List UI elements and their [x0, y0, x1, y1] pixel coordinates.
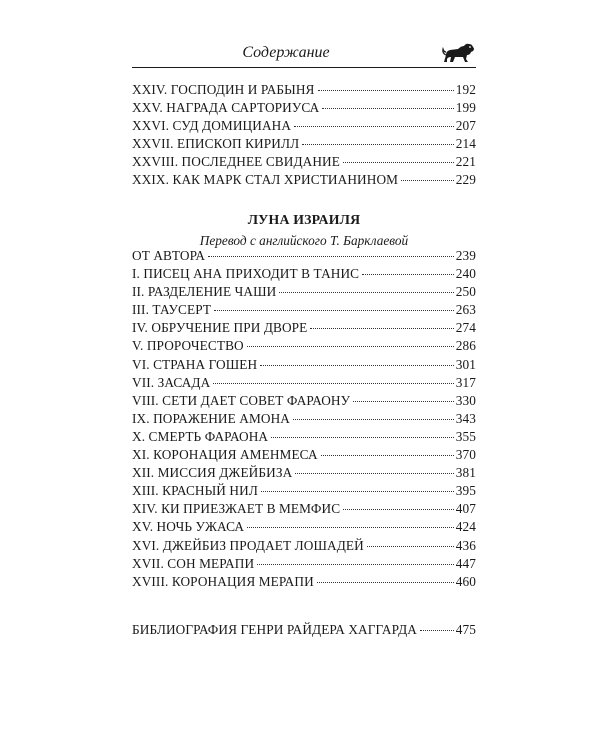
header-rule: [132, 67, 476, 68]
toc-entry-page: 460: [455, 573, 476, 589]
toc-entry-page: 343: [455, 410, 476, 426]
toc-entry-title: XII. МИССИЯ ДЖЕЙБИЗА: [132, 465, 293, 481]
header-title: Содержание: [242, 44, 330, 61]
toc-entry[interactable]: [132, 411, 476, 429]
toc-entry[interactable]: [132, 154, 476, 172]
dot-leader: [260, 365, 454, 366]
toc-entry-page: 447: [455, 555, 476, 571]
toc-entry-page: 370: [455, 447, 476, 463]
toc-entry-page: 263: [455, 302, 476, 318]
toc-entry-bibliography[interactable]: [132, 622, 476, 640]
dot-leader: [247, 346, 454, 347]
toc-entry[interactable]: [132, 447, 476, 465]
toc-entry[interactable]: [132, 266, 476, 284]
dot-leader: [295, 473, 453, 474]
dot-leader: [317, 582, 454, 583]
toc-entry-title: XXIX. КАК МАРК СТАЛ ХРИСТИАНИНОМ: [132, 172, 399, 188]
toc-entry-page: 301: [455, 356, 476, 372]
toc-entry[interactable]: [132, 483, 476, 501]
toc-entry-page: 221: [455, 154, 476, 170]
lion-icon: [440, 40, 476, 66]
dot-leader: [271, 437, 454, 438]
toc-entry-page: 355: [455, 428, 476, 444]
toc-entry-page: 192: [455, 82, 476, 97]
dot-leader: [302, 144, 454, 145]
dot-leader: [279, 292, 453, 293]
toc-entry-page: 436: [455, 537, 476, 553]
toc-list-part2: [132, 248, 476, 592]
toc-entry-title: IV. ОБРУЧЕНИЕ ПРИ ДВОРЕ: [132, 320, 308, 336]
dot-leader: [261, 491, 454, 492]
toc-entry-title: III. ТАУСЕРТ: [132, 302, 212, 318]
toc-entry-page: 424: [455, 519, 476, 535]
toc-entry-page: 250: [455, 284, 476, 300]
toc-entry[interactable]: [132, 172, 476, 190]
toc-entry-title: XIV. КИ ПРИЕЗЖАЕТ В МЕМФИС: [132, 501, 341, 517]
dot-leader: [353, 401, 454, 402]
toc-entry[interactable]: [132, 284, 476, 302]
toc-entry-page: 381: [455, 465, 476, 481]
dot-leader: [367, 546, 454, 547]
toc-entry-title: XXIV. ГОСПОДИН И РАБЫНЯ: [132, 82, 315, 97]
dot-leader: [343, 162, 454, 163]
toc-entry-page: 199: [455, 100, 476, 116]
dot-leader: [293, 419, 454, 420]
toc-entry[interactable]: [132, 338, 476, 356]
dot-leader: [401, 180, 454, 181]
page-header: [132, 38, 476, 74]
toc-entry-title: VIII. СЕТИ ДАЕТ СОВЕТ ФАРАОНУ: [132, 392, 351, 408]
toc-entry-page: 286: [455, 338, 476, 354]
dot-leader: [362, 274, 454, 275]
toc-entry-title: XXV. НАГРАДА САРТОРИУСА: [132, 100, 320, 116]
toc-entry-page: 330: [455, 392, 476, 408]
toc-entry-title: XVIII. КОРОНАЦИЯ МЕРАПИ: [132, 573, 314, 589]
toc-entry-page: 207: [455, 118, 476, 134]
toc-entry-title: X. СМЕРТЬ ФАРАОНА: [132, 428, 269, 444]
section-subtitle: Перевод с английского Т. Барклаевой: [199, 233, 409, 248]
dot-leader: [208, 256, 454, 257]
toc-entry[interactable]: [132, 556, 476, 574]
toc-entry[interactable]: [132, 465, 476, 483]
toc-entry-page: 229: [455, 172, 476, 188]
toc-entry-title: ОТ АВТОРА: [132, 248, 206, 263]
toc-entry[interactable]: [132, 357, 476, 375]
dot-leader: [420, 630, 454, 631]
dot-leader: [321, 455, 454, 456]
toc-entry-title: V. ПРОРОЧЕСТВО: [132, 338, 244, 354]
toc-entry-title: IX. ПОРАЖЕНИЕ АМОНА: [132, 410, 291, 426]
toc-entry-title: VII. ЗАСАДА: [132, 374, 211, 390]
dot-leader: [294, 126, 454, 127]
section-heading: [132, 212, 476, 249]
toc-entry-title: I. ПИСЕЦ АНА ПРИХОДИТ В ТАНИС: [132, 266, 360, 282]
toc-entry-page: 240: [455, 266, 476, 282]
toc-entry[interactable]: [132, 574, 476, 592]
toc-entry-page: 214: [455, 136, 476, 152]
toc-entry-title: XXVI. СУД ДОМИЦИАНА: [132, 118, 292, 134]
toc-entry[interactable]: [132, 118, 476, 136]
dot-leader: [214, 310, 454, 311]
toc-entry[interactable]: [132, 100, 476, 118]
dot-leader: [322, 108, 453, 109]
toc-entry-title: XXVIII. ПОСЛЕДНЕЕ СВИДАНИЕ: [132, 154, 340, 170]
toc-entry-page: 317: [455, 374, 476, 390]
toc-entry[interactable]: [132, 393, 476, 411]
toc-entry[interactable]: [132, 429, 476, 447]
toc-entry[interactable]: [132, 320, 476, 338]
toc-entry-title: XVI. ДЖЕЙБИЗ ПРОДАЕТ ЛОШАДЕЙ: [132, 537, 364, 553]
toc-entry-page: 407: [455, 501, 476, 517]
toc-entry[interactable]: [132, 501, 476, 519]
toc-entry-page: 274: [455, 320, 476, 336]
toc-entry-title: XVII. СОН МЕРАПИ: [132, 555, 255, 571]
toc-entry-page: 475: [455, 622, 476, 637]
toc-list-part1: [132, 82, 476, 191]
section-title: ЛУНА ИЗРАИЛЯ: [247, 212, 361, 227]
toc-entry-page: 395: [455, 483, 476, 499]
toc-entry[interactable]: [132, 302, 476, 320]
toc-entry-title: II. РАЗДЕЛЕНИЕ ЧАШИ: [132, 284, 277, 300]
dot-leader: [213, 383, 453, 384]
dot-leader: [310, 328, 453, 329]
toc-entry[interactable]: [132, 519, 476, 537]
toc-entry-title: XI. КОРОНАЦИЯ АМЕНМЕСА: [132, 447, 318, 463]
toc-entry-page: 239: [455, 248, 476, 263]
bibliography: [132, 622, 476, 640]
toc-entry-title: XIII. КРАСНЫЙ НИЛ: [132, 483, 258, 499]
dot-leader: [343, 509, 454, 510]
toc-entry[interactable]: [132, 538, 476, 556]
toc-entry[interactable]: [132, 136, 476, 154]
toc-entry[interactable]: [132, 248, 476, 266]
toc-entry-title: VI. СТРАНА ГОШЕН: [132, 356, 258, 372]
toc-entry[interactable]: [132, 375, 476, 393]
toc-entry-title: XXVII. ЕПИСКОП КИРИЛЛ: [132, 136, 300, 152]
toc-entry-title: БИБЛИОГРАФИЯ ГЕНРИ РАЙДЕРА ХАГГАРДА: [132, 622, 417, 637]
toc-entry[interactable]: [132, 82, 476, 100]
dot-leader: [257, 564, 454, 565]
dot-leader: [318, 90, 454, 91]
dot-leader: [247, 527, 454, 528]
toc-entry-title: XV. НОЧЬ УЖАСА: [132, 519, 245, 535]
